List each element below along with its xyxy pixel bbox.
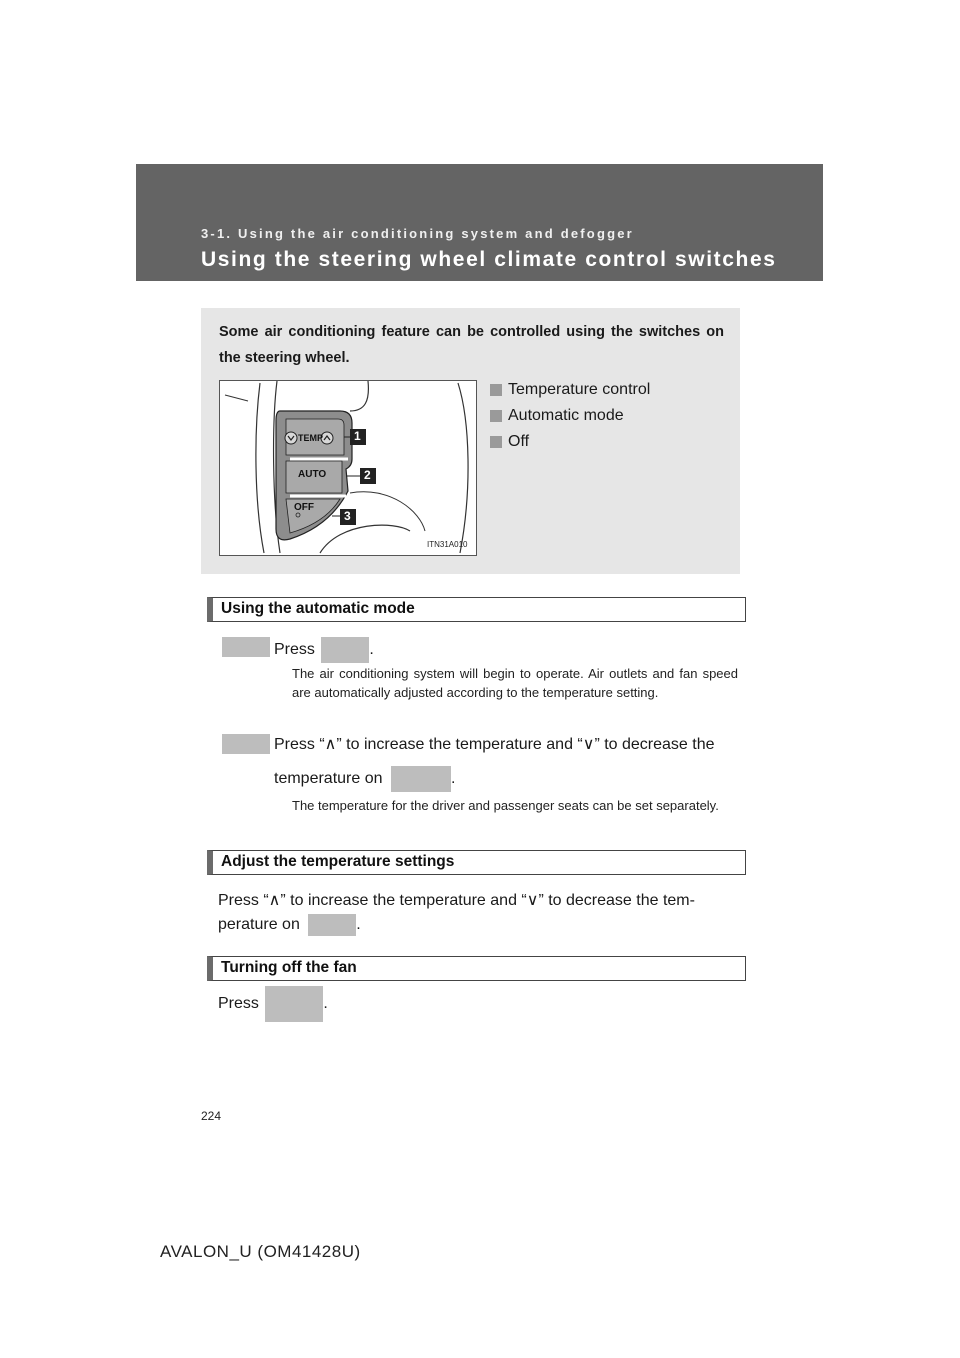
adjust-end: . [356,916,361,934]
legend-item [490,429,650,455]
legend [490,377,650,455]
switch-placeholder [321,637,369,663]
off-press: Press [218,995,259,1013]
off-end: . [323,995,328,1013]
legend-item [490,403,650,429]
section-heading-text: Turning off the fan [221,959,357,976]
section-heading-text: Using the automatic mode [221,600,415,617]
step1-note: The air conditioning system will begin to operate. Air outlets and fan speed are automatically adjusted according to the temperature setting. [292,666,738,700]
step2-note: The temperature for the driver and passenger seats can be set separately. [292,798,719,813]
off-line [218,986,328,1022]
intro-text: Some air conditioning feature can be controlled using the switches on the steering wheel. [219,324,724,366]
section-heading-off [207,956,746,981]
page-number: 224 [201,1109,222,1123]
callout-1: 1 [354,429,361,443]
step2-line1: Press “∧” to increase the temperature and “∨” to decrease the [274,736,715,753]
step1-text [274,637,374,663]
section-label: 3-1. Using the air conditioning system and defogger [201,226,634,241]
section-heading-adjust [207,850,746,875]
step2-text: temperature on [274,770,383,788]
auto-switch-label: AUTO [298,469,327,480]
legend-swatch-icon [490,410,502,422]
legend-label: Temperature control [508,381,651,398]
step1-press: Press [274,641,315,659]
section-heading-text: Adjust the temperature settings [221,853,455,870]
callout-3: 3 [344,509,351,523]
switch-placeholder [308,914,356,936]
legend-swatch-icon [490,436,502,448]
legend-label: Automatic mode [508,407,624,424]
section-heading-auto [207,597,746,622]
adjust-line2 [218,914,361,936]
step-badge [222,637,270,657]
adjust-text: perature on [218,916,300,934]
switch-placeholder [265,986,323,1022]
step-badge [222,734,270,754]
temp-switch-label: TEMP [298,433,324,443]
step2-end: . [450,770,456,788]
legend-label: Off [508,433,530,450]
legend-item [490,377,650,403]
off-switch-label: OFF [294,502,314,513]
callout-2: 2 [364,468,371,482]
steering-wheel-illustration [220,381,476,555]
steering-switch-figure [219,380,477,556]
step1-end: . [369,641,374,659]
adjust-line1: Press “∧” to increase the temperature and “∨” to decrease the tem- [218,892,695,909]
switch-placeholder [391,766,451,792]
step2-line2 [274,766,455,792]
doc-code: AVALON_U (OM41428U) [160,1242,361,1261]
page-title: Using the steering wheel climate control switches [201,248,777,271]
figure-code: ITN31A010 [427,540,468,549]
legend-swatch-icon [490,384,502,396]
